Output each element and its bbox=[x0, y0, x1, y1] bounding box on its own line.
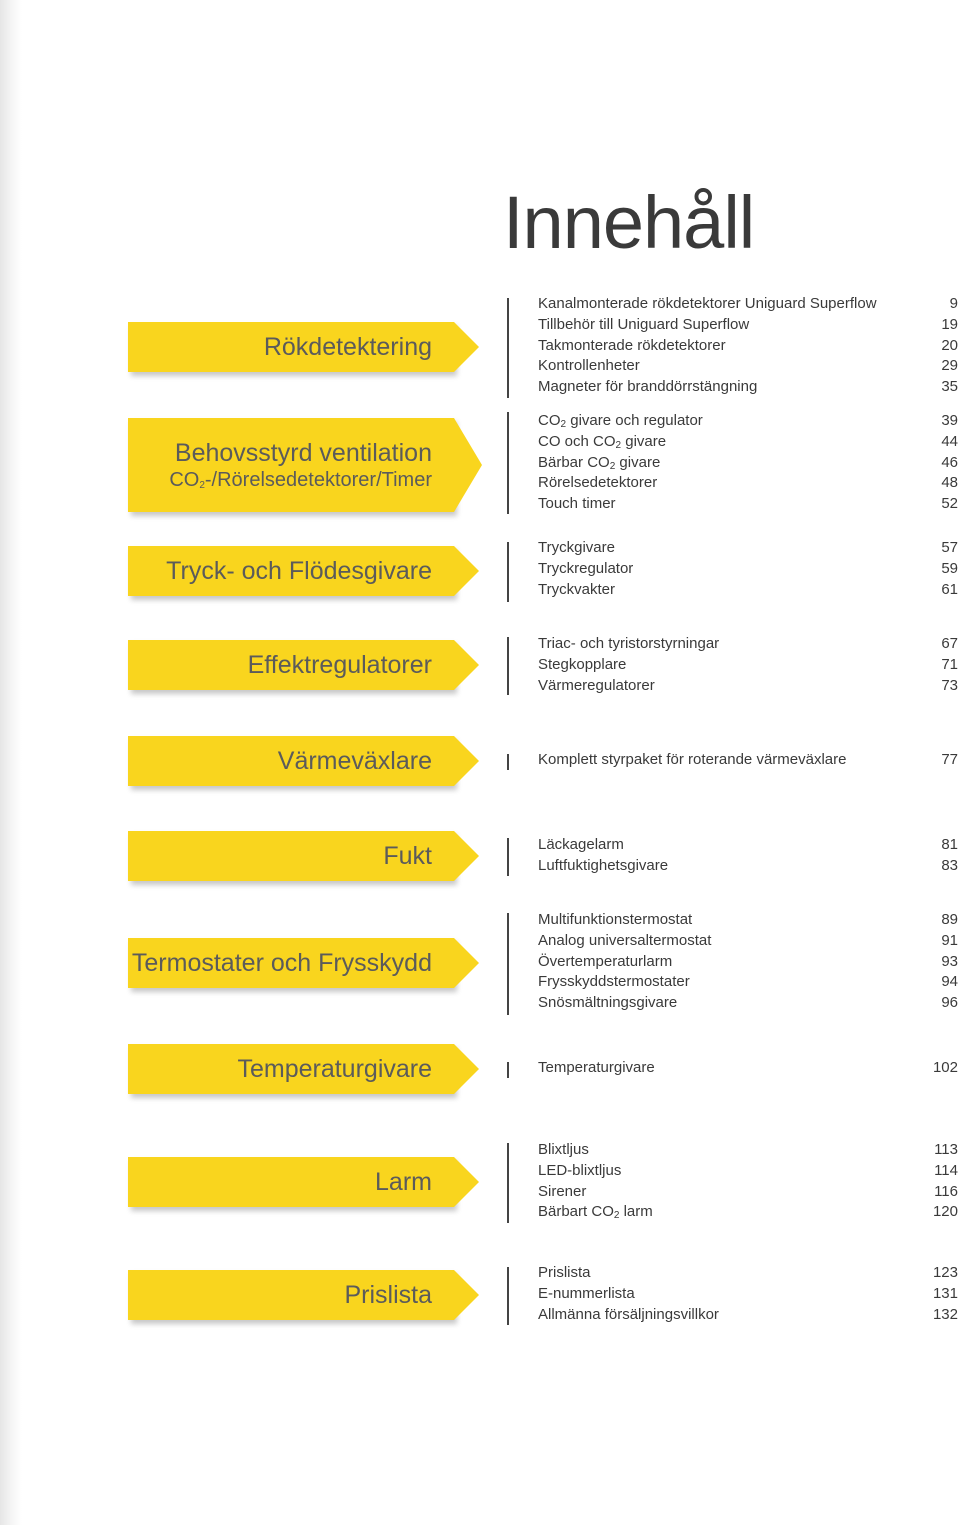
section-tab[interactable] bbox=[128, 1157, 454, 1207]
page-number: 29 bbox=[941, 357, 958, 375]
section-label: Rökdetektering bbox=[263, 333, 432, 361]
page-number: 59 bbox=[941, 559, 958, 577]
section-divider bbox=[507, 1062, 509, 1078]
section-divider bbox=[507, 1267, 509, 1325]
section-label: Fukt bbox=[383, 842, 432, 870]
toc-item[interactable]: Prislista 123 bbox=[538, 1263, 958, 1284]
toc-item[interactable]: Stegkopplare 71 bbox=[538, 655, 958, 676]
toc-item[interactable]: Analog universaltermostat 91 bbox=[538, 931, 958, 952]
toc-item[interactable]: Frysskyddstermostater 94 bbox=[538, 972, 958, 993]
toc-item[interactable]: Kontrollenheter 29 bbox=[538, 356, 958, 377]
section-divider bbox=[507, 542, 509, 602]
section-tab[interactable] bbox=[128, 736, 454, 786]
toc-item[interactable]: $CO_2$ givare och regulator 39 bbox=[538, 412, 958, 430]
toc-item[interactable]: CO och $CO_2$ givare 44 bbox=[538, 432, 958, 451]
page-number: 120 bbox=[932, 1203, 958, 1221]
toc-item[interactable]: Tryckregulator 59 bbox=[538, 559, 958, 580]
toc-item[interactable]: Tryckgivare 57 bbox=[538, 538, 958, 559]
toc-item[interactable]: Rörelsedetektorer 48 bbox=[538, 473, 958, 494]
toc-item[interactable]: Luftfuktighetsgivare 83 bbox=[538, 856, 958, 877]
toc-item-list bbox=[538, 538, 958, 600]
page-number: 67 bbox=[941, 635, 958, 652]
toc-item[interactable]: Blixtljus 113 bbox=[538, 1140, 958, 1161]
section-tab[interactable] bbox=[128, 831, 454, 881]
toc-item-list bbox=[538, 1263, 958, 1325]
page-number: 73 bbox=[941, 676, 958, 694]
page-number: 96 bbox=[941, 994, 958, 1012]
section-label: Tryck- och Flödesgivare bbox=[166, 557, 432, 585]
page-number: 52 bbox=[941, 495, 958, 513]
page-number: 113 bbox=[934, 1141, 958, 1158]
section-divider bbox=[507, 412, 509, 514]
toc-item[interactable]: Bärbar $CO_2$ givare 46 bbox=[538, 453, 958, 472]
page-number: 81 bbox=[941, 836, 958, 853]
toc-item[interactable]: Kanalmonterade rökdetektorer Uniguard Superflow 9 bbox=[538, 294, 958, 315]
page-number: 9 bbox=[949, 295, 958, 312]
section-tab[interactable] bbox=[128, 546, 454, 596]
page-number: 114 bbox=[934, 1161, 958, 1179]
section-label: Värmeväxlare bbox=[277, 747, 432, 775]
section-label: Temperaturgivare bbox=[237, 1055, 432, 1083]
section-tab[interactable] bbox=[128, 640, 454, 690]
page-number: 93 bbox=[941, 952, 958, 970]
section-label: Prislista bbox=[344, 1281, 432, 1309]
section-label: Behovsstyrd ventilation bbox=[174, 439, 432, 467]
section-sublabel: $CO_2-/Rörelsedetektorer$/Timer bbox=[169, 469, 432, 491]
section-tab[interactable] bbox=[128, 322, 454, 372]
toc-item-list bbox=[538, 1140, 958, 1223]
toc-item[interactable]: Tillbehör till Uniguard Superflow 19 bbox=[538, 315, 958, 336]
section-tab[interactable] bbox=[128, 418, 454, 512]
toc-item[interactable]: Takmonterade rökdetektorer 20 bbox=[538, 336, 958, 357]
section-label: Larm bbox=[375, 1168, 432, 1196]
page-title: Innehåll bbox=[503, 181, 755, 264]
section-divider bbox=[507, 913, 509, 1015]
toc-item[interactable]: Multifunktionstermostat 89 bbox=[538, 910, 958, 931]
page-number: 116 bbox=[934, 1182, 958, 1200]
section-tab[interactable] bbox=[128, 1270, 454, 1320]
page-edge-shadow bbox=[0, 0, 22, 1525]
page-number: 77 bbox=[941, 751, 958, 768]
toc-item-list bbox=[538, 1058, 958, 1079]
toc-item[interactable]: Snösmältningsgivare 96 bbox=[538, 993, 958, 1014]
page-number: 83 bbox=[941, 856, 958, 874]
toc-item[interactable]: Läckagelarm 81 bbox=[538, 835, 958, 856]
page-number: 102 bbox=[932, 1059, 958, 1076]
section-divider bbox=[507, 637, 509, 695]
page-number: 57 bbox=[941, 539, 958, 556]
section-divider bbox=[507, 298, 509, 398]
page-number: 94 bbox=[941, 973, 958, 991]
page-number: 123 bbox=[932, 1264, 958, 1281]
page-number: 132 bbox=[932, 1305, 958, 1323]
page-number: 91 bbox=[941, 931, 958, 949]
toc-item-list bbox=[538, 910, 958, 1014]
page-number: 39 bbox=[941, 412, 958, 429]
toc-item-list bbox=[538, 294, 958, 398]
toc-item[interactable]: Touch timer 52 bbox=[538, 494, 958, 515]
toc-item[interactable]: Tryckvakter 61 bbox=[538, 580, 958, 601]
section-divider bbox=[507, 1143, 509, 1223]
toc-item[interactable]: Allmänna försäljningsvillkor 132 bbox=[538, 1305, 958, 1326]
toc-item[interactable]: Bärbart $CO_2$ larm 120 bbox=[538, 1203, 958, 1222]
section-label: Termostater och Frysskydd bbox=[131, 949, 432, 977]
toc-item-list bbox=[538, 634, 958, 696]
toc-item[interactable]: Komplett styrpaket för roterande värmeväxlare 77 bbox=[538, 750, 958, 771]
toc-item-list bbox=[538, 411, 958, 515]
toc-item[interactable]: E-nummerlista 131 bbox=[538, 1284, 958, 1305]
section-tab[interactable] bbox=[128, 1044, 454, 1094]
page-number: 61 bbox=[941, 580, 958, 598]
page-number: 46 bbox=[941, 453, 958, 471]
page-number: 35 bbox=[941, 378, 958, 396]
page-number: 20 bbox=[941, 336, 958, 354]
page-number: 48 bbox=[941, 474, 958, 492]
page-number: 131 bbox=[932, 1284, 958, 1302]
toc-item[interactable]: Värmeregulatorer 73 bbox=[538, 676, 958, 697]
section-tab[interactable] bbox=[128, 938, 454, 988]
section-label: Effektregulatorer bbox=[247, 651, 432, 679]
toc-item[interactable]: LED-blixtljus 114 bbox=[538, 1161, 958, 1182]
section-divider bbox=[507, 754, 509, 770]
page-number: 44 bbox=[941, 432, 958, 450]
toc-item[interactable]: Magneter för branddörrstängning 35 bbox=[538, 377, 958, 398]
toc-item[interactable]: Temperaturgivare 102 bbox=[538, 1058, 958, 1079]
toc-item-list bbox=[538, 835, 958, 877]
page-number: 71 bbox=[941, 655, 958, 673]
page-number: 89 bbox=[941, 911, 958, 928]
section-divider bbox=[507, 838, 509, 876]
toc-item[interactable]: Sirener 116 bbox=[538, 1182, 958, 1203]
page-number: 19 bbox=[941, 315, 958, 333]
toc-item[interactable]: Triac- och tyristorstyrningar 67 bbox=[538, 634, 958, 655]
toc-item[interactable]: Övertemperaturlarm 93 bbox=[538, 952, 958, 973]
toc-item-list bbox=[538, 750, 958, 771]
